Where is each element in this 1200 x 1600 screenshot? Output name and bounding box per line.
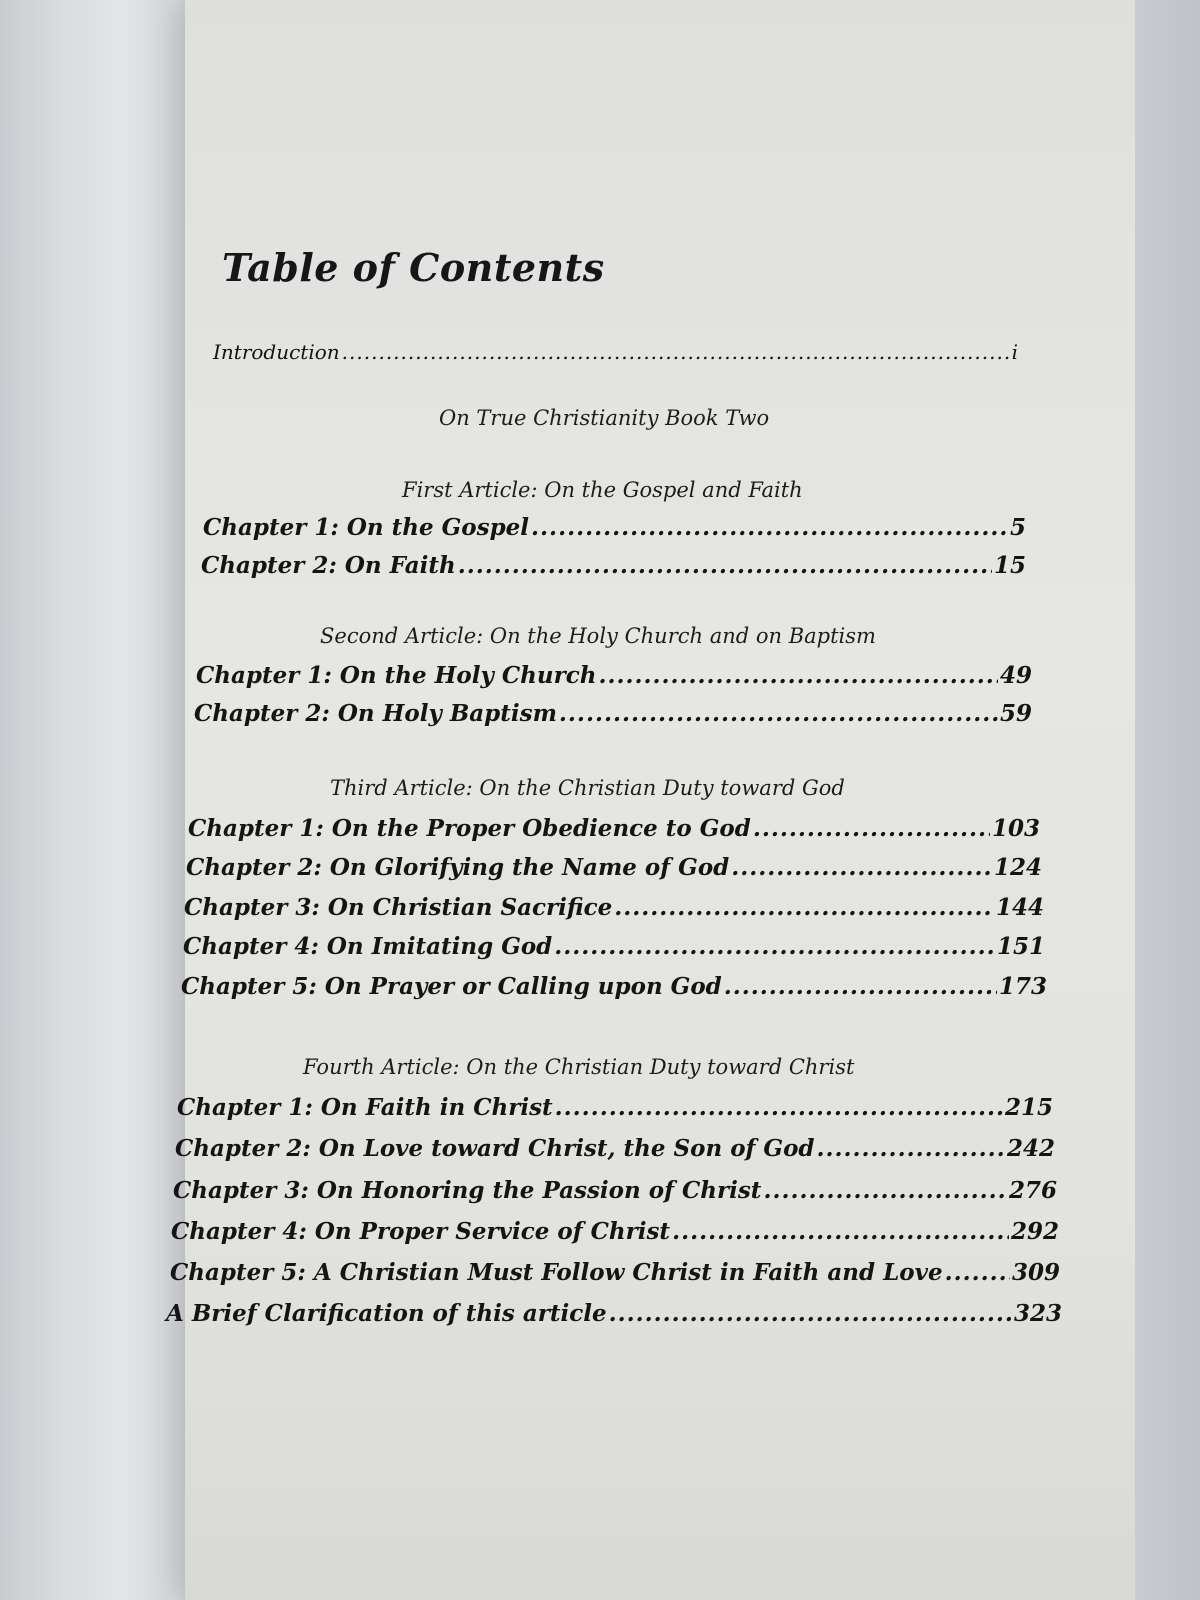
toc-entry-label: Chapter 5: On Prayer or Calling upon God — [181, 973, 722, 1000]
toc-entry — [194, 700, 1032, 727]
page-edge — [1135, 0, 1200, 1600]
toc-entry-label: Chapter 4: On Proper Service of Christ — [171, 1218, 671, 1245]
toc-entry — [196, 662, 1032, 689]
toc-entry-label: Chapter 2: On Faith — [201, 552, 456, 579]
toc-entry-label: A Brief Clarification of this article — [166, 1300, 607, 1327]
toc-entry-label: Chapter 5: A Christian Must Follow Christ in Faith and Love — [170, 1259, 943, 1286]
dot-leader — [555, 1094, 1003, 1121]
dot-leader — [531, 514, 1008, 541]
toc-entry-page: 309 — [1011, 1259, 1060, 1286]
dot-leader — [724, 973, 997, 1000]
dot-leader — [342, 340, 1010, 364]
dot-leader — [817, 1135, 1005, 1162]
toc-entry — [186, 854, 1042, 881]
toc-entry — [175, 1135, 1055, 1162]
toc-entry — [201, 552, 1026, 579]
toc-entry — [184, 894, 1044, 921]
toc-entry-page: 15 — [993, 552, 1026, 579]
toc-entry-label: Chapter 2: On Holy Baptism — [194, 700, 557, 727]
book-page — [185, 0, 1135, 1600]
toc-entry-page: 173 — [998, 973, 1047, 1000]
toc-entry-label: Chapter 1: On the Holy Church — [196, 662, 597, 689]
toc-entry — [166, 1300, 1062, 1327]
toc-entry-label: Chapter 1: On the Gospel — [203, 514, 530, 541]
dot-leader — [753, 815, 990, 842]
toc-entry-page: 151 — [996, 933, 1045, 960]
toc-entry — [170, 1259, 1060, 1286]
article-heading: Second Article: On the Holy Church and on Baptism — [320, 624, 876, 648]
toc-entry-page: 215 — [1004, 1094, 1053, 1121]
page-title: Table of Contents — [222, 245, 605, 290]
book-heading: On True Christianity Book Two — [439, 406, 770, 430]
toc-entry — [183, 933, 1045, 960]
dot-leader — [614, 894, 994, 921]
dot-leader — [672, 1218, 1009, 1245]
toc-entry-label: Chapter 1: On Faith in Christ — [177, 1094, 553, 1121]
article-heading: First Article: On the Gospel and Faith — [402, 478, 803, 502]
toc-entry — [171, 1218, 1059, 1245]
toc-entry — [177, 1094, 1053, 1121]
toc-entry-introduction — [213, 340, 1018, 364]
toc-entry — [173, 1177, 1057, 1204]
dot-leader — [609, 1300, 1012, 1327]
dot-leader — [458, 552, 992, 579]
toc-entry-page: 5 — [1009, 514, 1026, 541]
dot-leader — [554, 933, 995, 960]
toc-entry-page: 124 — [993, 854, 1042, 881]
toc-entry — [188, 815, 1040, 842]
toc-entry-label: Chapter 4: On Imitating God — [183, 933, 553, 960]
article-heading: Third Article: On the Christian Duty toward God — [330, 776, 845, 800]
toc-entry-page: 323 — [1013, 1300, 1062, 1327]
toc-entry-page: 49 — [999, 662, 1032, 689]
toc-entry-label: Chapter 3: On Honoring the Passion of Christ — [173, 1177, 762, 1204]
dot-leader — [731, 854, 992, 881]
dot-leader — [763, 1177, 1007, 1204]
dot-leader — [598, 662, 998, 689]
toc-entry-page: 59 — [999, 700, 1032, 727]
dot-leader — [945, 1259, 1010, 1286]
dot-leader — [559, 700, 998, 727]
toc-entry — [181, 973, 1047, 1000]
toc-entry-label: Introduction — [213, 340, 340, 364]
toc-entry — [203, 514, 1026, 541]
toc-entry-label: Chapter 1: On the Proper Obedience to God — [188, 815, 751, 842]
toc-entry-label: Chapter 2: On Love toward Christ, the Son of God — [175, 1135, 815, 1162]
toc-entry-label: Chapter 2: On Glorifying the Name of God — [186, 854, 730, 881]
toc-entry-page: 292 — [1010, 1218, 1059, 1245]
toc-entry-page: 144 — [995, 894, 1044, 921]
article-heading: Fourth Article: On the Christian Duty toward Christ — [303, 1055, 855, 1079]
toc-entry-page: i — [1011, 340, 1018, 364]
toc-entry-page: 276 — [1008, 1177, 1057, 1204]
toc-entry-page: 242 — [1006, 1135, 1055, 1162]
toc-entry-page: 103 — [991, 815, 1040, 842]
toc-entry-label: Chapter 3: On Christian Sacrifice — [184, 894, 613, 921]
